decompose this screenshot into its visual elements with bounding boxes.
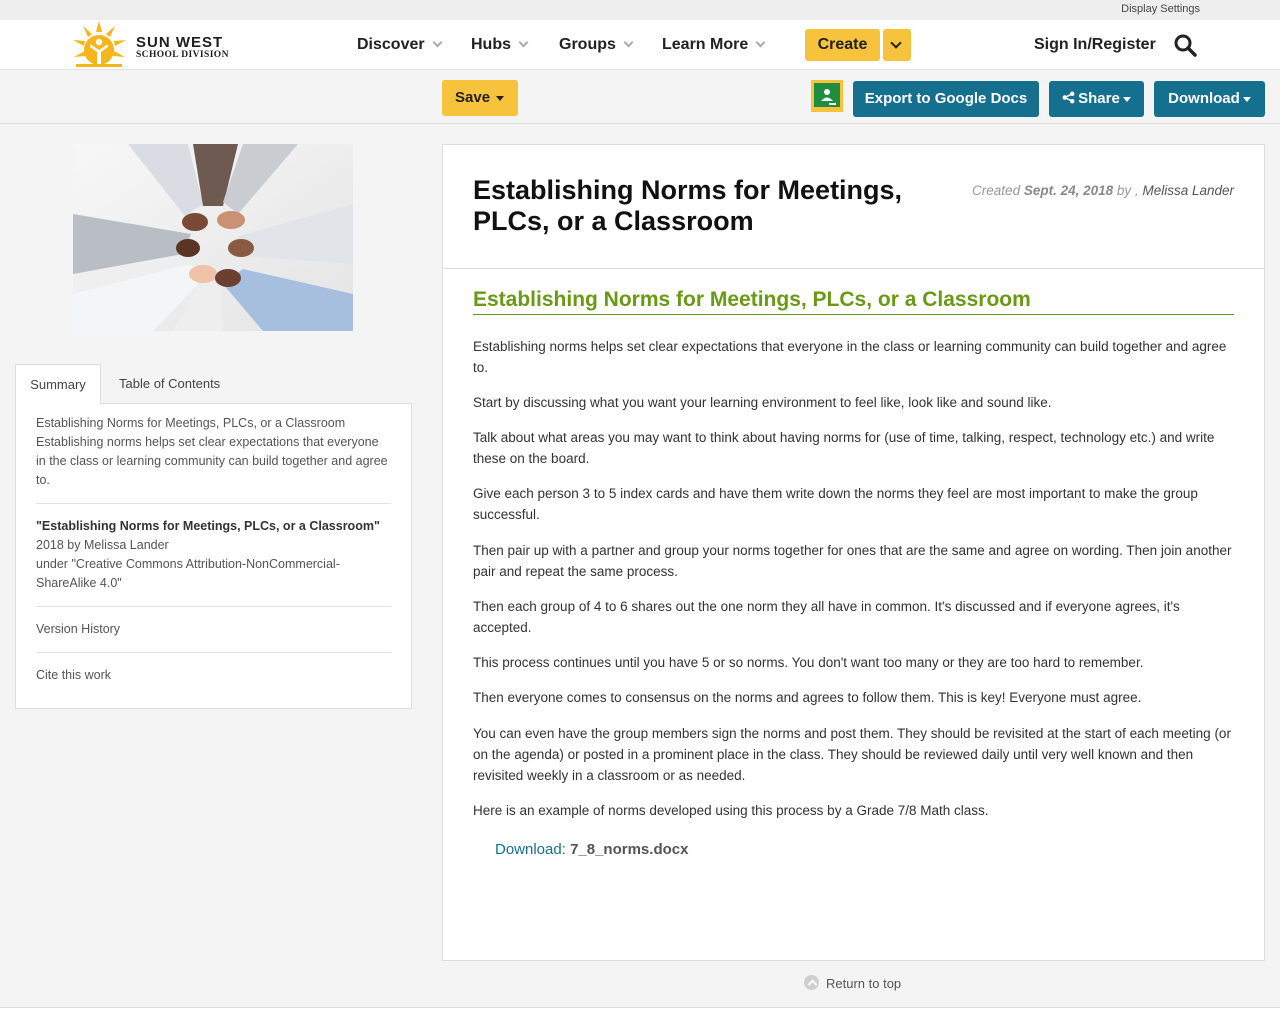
paragraph: Then each group of 4 to 6 shares out the one norm they all have in common. It's discussed and if everyone agrees, it's accepted. — [473, 599, 1180, 635]
share-icon — [1062, 91, 1075, 104]
download-button[interactable] — [1154, 81, 1265, 117]
created-date: Sept. 24, 2018 — [1023, 183, 1114, 198]
return-to-top-link[interactable] — [804, 975, 901, 991]
summary-title: Establishing Norms for Meetings, PLCs, or a Classroom — [36, 416, 346, 430]
nav-groups[interactable] — [559, 36, 632, 54]
paragraph: Give each person 3 to 5 index cards and have them write down the norms they feel are most important to make the group successful. — [473, 486, 1198, 522]
page-title: Establishing Norms for Meetings, PLCs, or a Classroom — [473, 175, 903, 236]
save-button-label: Save — [455, 89, 491, 106]
summary-section — [36, 414, 391, 490]
created-meta — [972, 183, 1234, 198]
sign-in-register-link[interactable]: Sign In/Register — [1034, 36, 1156, 53]
summary-panel — [15, 403, 412, 709]
attribution-title: "Establishing Norms for Meetings, PLCs, or a Classroom" — [36, 519, 380, 533]
nav-hubs-label: Hubs — [471, 36, 511, 53]
section-heading: Establishing Norms for Meetings, PLCs, or a Classroom — [473, 288, 1234, 315]
utility-bar — [0, 0, 1280, 20]
created-label: Created — [972, 183, 1021, 198]
tab-table-of-contents[interactable]: Table of Contents — [119, 376, 221, 391]
nav-groups-label: Groups — [559, 36, 616, 53]
paragraph: Start by discussing what you want your learning environment to feel like, look like and sound like. — [473, 395, 1052, 410]
chevron-down-icon — [756, 38, 766, 48]
by-label: by , — [1116, 183, 1139, 198]
author-link[interactable]: Melissa Lander — [1142, 183, 1234, 198]
paragraph: You can even have the group members sign the norms and post them. They should be revisited at the start of each meeting (or on the agenda) or posted in a prominent place in the class. They should be reviewed daily until very well known and then revisited weekly in a classroom or as needed. — [473, 726, 1231, 783]
arrow-up-circle-icon — [804, 975, 819, 990]
caret-down-icon — [496, 96, 504, 101]
tab-summary[interactable]: Summary — [15, 364, 101, 404]
download-filename: 7_8_norms.docx — [570, 841, 689, 858]
sun-logo-icon — [70, 20, 130, 70]
paragraph: Here is an example of norms developed using this process by a Grade 7/8 Math class. — [473, 803, 989, 818]
download-label: Download: — [495, 841, 566, 858]
brand-subtitle: SCHOOL DIVISION — [136, 50, 229, 60]
divider — [36, 503, 391, 504]
version-history-link[interactable]: Version History — [36, 622, 121, 636]
download-button-label: Download — [1168, 90, 1240, 107]
chevron-down-icon — [519, 38, 529, 48]
nav-discover[interactable] — [357, 36, 441, 54]
google-classroom-icon[interactable] — [811, 80, 843, 112]
resource-thumbnail-image — [73, 144, 353, 331]
save-button[interactable] — [442, 80, 518, 116]
chevron-down-icon — [432, 38, 442, 48]
paragraph: Then everyone comes to consensus on the norms and agrees to follow them. This is key! Everyone must agree. — [473, 690, 1142, 705]
paragraph: Talk about what areas you may want to think about having norms for (use of time, talking, respect, technology etc.) and write these on the board. — [473, 430, 1215, 466]
paragraph: Then pair up with a partner and group your norms together for ones that are the same and agree on wording. Then join another pair and repeat the same process. — [473, 543, 1232, 579]
create-dropdown-button[interactable] — [883, 29, 911, 61]
nav-learn-more-label: Learn More — [662, 36, 749, 53]
chevron-down-icon — [890, 37, 901, 48]
caret-down-icon — [1123, 97, 1131, 102]
nav-hubs[interactable] — [471, 36, 527, 54]
nav-discover-label: Discover — [357, 36, 425, 53]
share-button[interactable] — [1049, 81, 1144, 117]
divider — [36, 606, 391, 607]
paragraph: This process continues until you have 5 or so norms. You don't want too many or they are too hard to remember. — [473, 655, 1144, 670]
export-google-docs-button[interactable]: Export to Google Docs — [853, 81, 1039, 117]
nav-learn-more[interactable] — [662, 36, 764, 54]
footer-edge — [0, 1007, 1280, 1024]
search-icon[interactable] — [1173, 33, 1197, 57]
paragraph: Establishing norms helps set clear expectations that everyone in the class or learning community can build together and agree to. — [473, 339, 1227, 375]
create-button[interactable]: Create — [805, 29, 880, 61]
summary-text: Establishing norms helps set clear expectations that everyone in the class or learning community can build together and agree to. — [36, 435, 388, 487]
attribution-section — [36, 517, 391, 593]
attribution-year-author: 2018 by Melissa Lander — [36, 538, 169, 552]
attribution-license: under "Creative Commons Attribution-NonCommercial-ShareAlike 4.0" — [36, 557, 340, 590]
cite-work-link[interactable]: Cite this work — [36, 668, 112, 682]
chevron-down-icon — [623, 38, 633, 48]
caret-down-icon — [1243, 97, 1251, 102]
brand-name: SUN WEST — [136, 34, 224, 51]
divider — [443, 268, 1264, 269]
share-button-label: Share — [1078, 90, 1120, 107]
return-to-top-label: Return to top — [826, 976, 902, 991]
site-header — [0, 20, 1280, 70]
divider — [36, 652, 391, 653]
site-logo[interactable] — [70, 20, 240, 70]
sidebar-tabs — [15, 364, 412, 404]
resource-toolbar — [0, 71, 1280, 124]
file-download-link[interactable] — [495, 841, 688, 858]
display-settings-link[interactable]: Display Settings — [1121, 3, 1200, 15]
resource-content — [442, 144, 1265, 961]
